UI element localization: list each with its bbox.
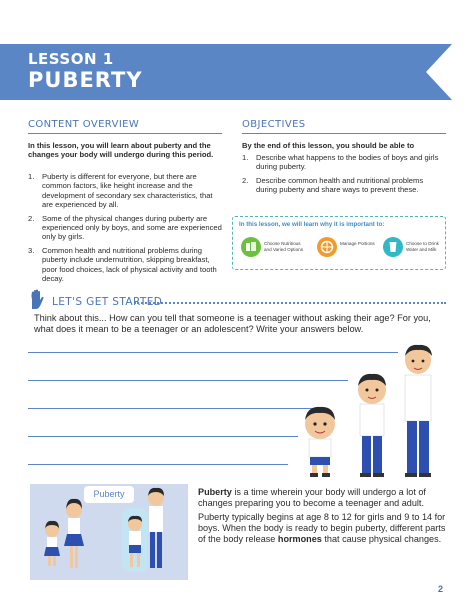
list-item: 2. Some of the physical changes during puberty are experienced only by boys, and some are experienced only by girls. [28, 213, 222, 242]
page-number: 2 [438, 584, 444, 594]
lesson-title: PUBERTY [28, 68, 143, 92]
portion-plate-icon [317, 237, 337, 257]
lets-get-started-prompt: Think about this... How can you tell that someone is a teenager without asking their age? For you, what does it mean to be a teenager or an adolescent? Write your answers below. [34, 313, 431, 335]
lesson-number: LESSON 1 [28, 50, 114, 68]
nutritious-food-icon [241, 237, 261, 257]
small-boy-figure [305, 407, 335, 477]
content-overview-heading: CONTENT OVERVIEW [28, 119, 140, 130]
learn-why-heading: In this lesson, we will learn why it is important to: [239, 221, 385, 228]
list-item: 1. Puberty is different for everyone, but there are common factors, like height increase and the development of secondary sex characteristics, that are experienced by all. [28, 172, 213, 210]
list-item: 1. Describe what happens to the bodies of boys and girls during puberty. [242, 153, 439, 172]
answer-line[interactable] [28, 436, 298, 437]
content-overview-rule [28, 133, 222, 134]
water-glass-icon [383, 237, 403, 257]
objectives-heading: OBJECTIVES [242, 119, 306, 130]
learn-why-box: In this lesson, we will learn why it is important to: Choose Nutritious and Varied Options Manage Portions Choose to Drink Water and Milk [232, 216, 446, 270]
answer-line[interactable] [28, 408, 318, 409]
tall-boy-figure [405, 345, 432, 477]
lets-get-started-heading: LET'S GET STARTED [52, 296, 163, 308]
raised-hand-icon [26, 288, 48, 310]
growing-boys-illustration [290, 340, 450, 480]
list-item: 2. Describe common health and nutritional problems during puberty and share ways to prevent these. [242, 175, 424, 195]
puberty-label: Puberty [84, 486, 134, 503]
puberty-timing: Puberty typically begins at age 8 to 12 for girls and 9 to 14 for boys. When the body is ready to begin puberty, different parts of the body release hormones that cause physical changes. [198, 512, 446, 545]
content-overview-list [28, 172, 224, 287]
dotted-divider [134, 302, 446, 304]
list-item: 3. Common health and nutritional problems during puberty include undernutrition, skipping breakfast, poor food choices, lack of physical activity and tooth decay. [28, 245, 217, 284]
answer-line[interactable] [28, 464, 288, 465]
objectives-list [242, 153, 446, 199]
objectives-lead: By the end of this lesson, you should be able to [242, 141, 415, 150]
objectives-rule [242, 133, 446, 134]
puberty-definition: Puberty is a time wherein your body will undergo a lot of changes preparing you to become a teenager and adult. [198, 487, 426, 509]
medium-boy-figure [358, 374, 386, 477]
content-overview-lead: In this lesson, you will learn about puberty and the changes your body will undergo during this period. [28, 141, 214, 160]
